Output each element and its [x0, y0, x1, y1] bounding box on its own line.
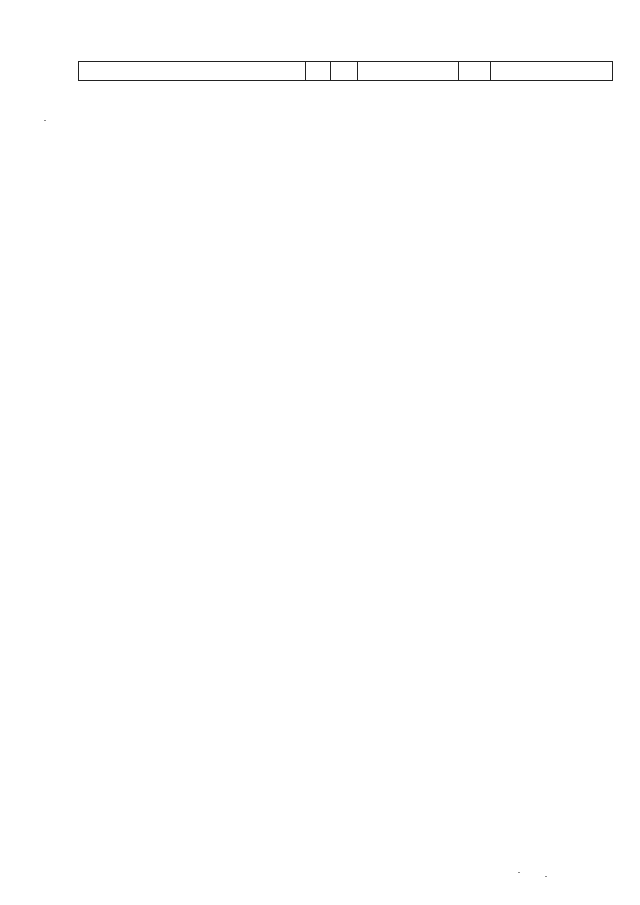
column-header-4 — [358, 62, 459, 81]
scan-speck — [44, 120, 46, 121]
column-header-3 — [331, 62, 358, 81]
column-header-6 — [491, 62, 613, 81]
scan-speck — [518, 872, 520, 873]
column-header-2 — [306, 62, 331, 81]
column-header-1 — [79, 62, 306, 81]
scan-speck — [545, 876, 547, 877]
column-header-row — [78, 61, 613, 81]
column-header-5 — [459, 62, 491, 81]
